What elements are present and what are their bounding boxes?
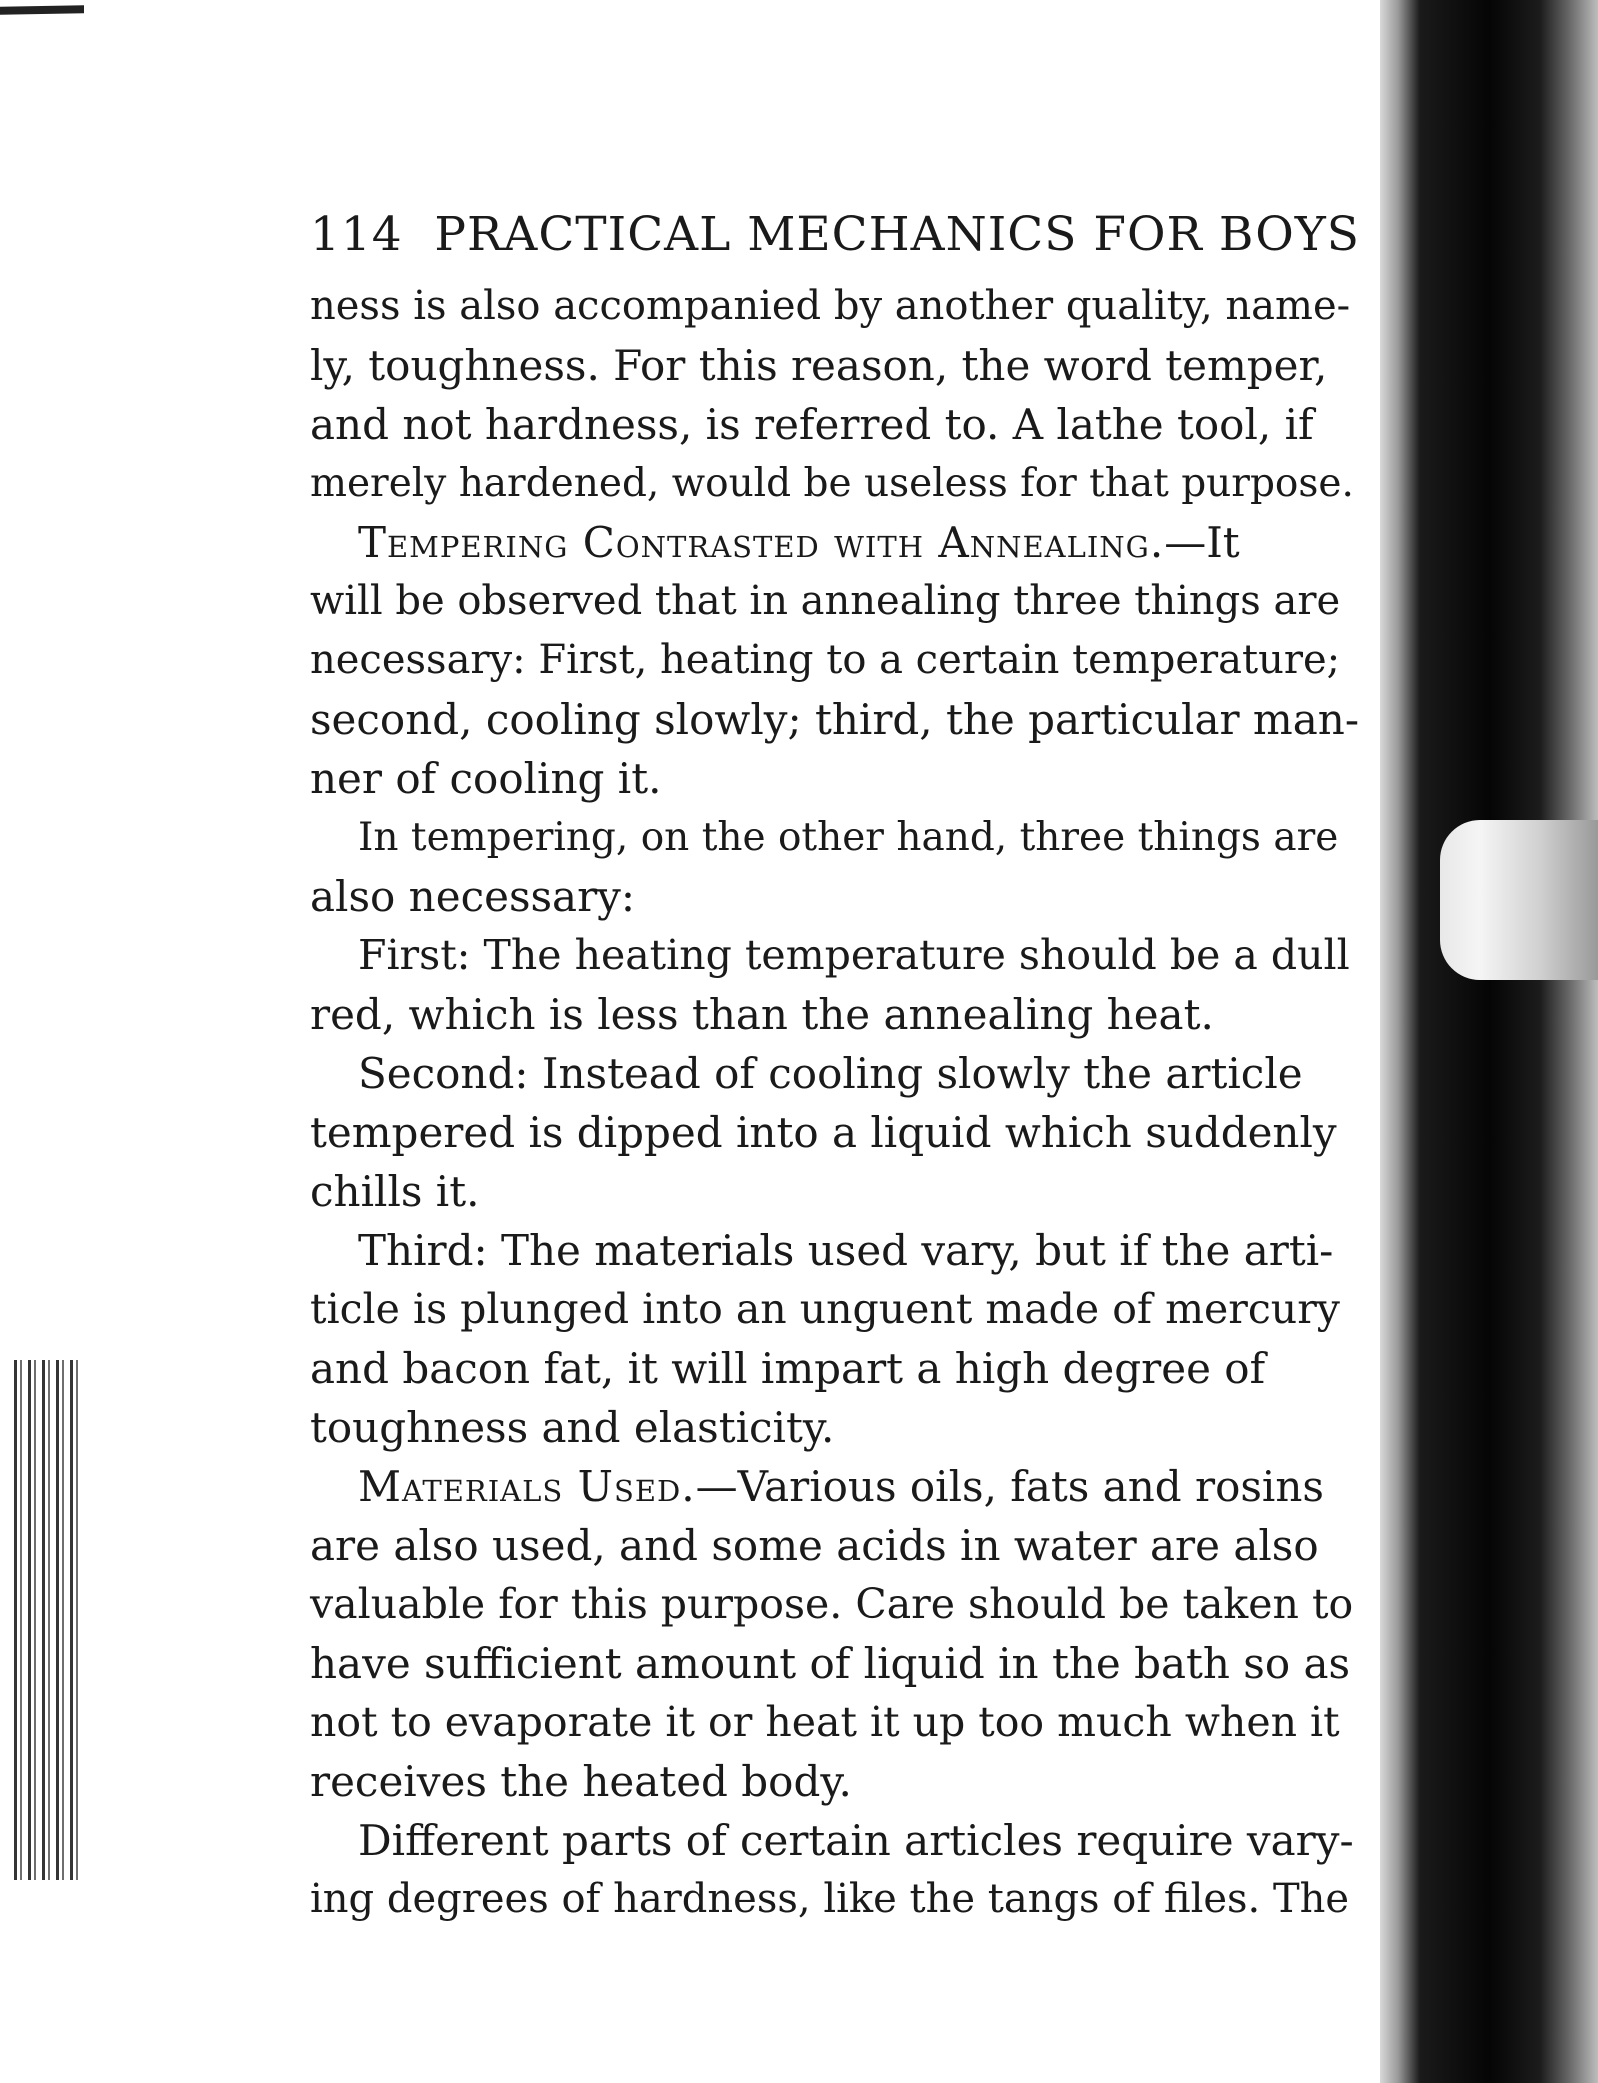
text-line: merely hardened, would be useless for that purpose. — [310, 461, 1354, 506]
paragraph — [310, 513, 1360, 808]
text-line: Materials Used.—Various oils, fats and rosins — [358, 1462, 1324, 1511]
text-line: valuable for this purpose. Care should be taken to — [310, 1580, 1354, 1628]
running-title: PRACTICAL MECHANICS FOR BOYS — [434, 207, 1360, 262]
text-line: Tempering Contrasted with Annealing.—It — [358, 518, 1240, 567]
text-line: and not hardness, is referred to. A lathe tool, if — [310, 400, 1314, 449]
section-heading: Materials Used. — [358, 1462, 696, 1511]
text-line: second, cooling slowly; third, the particular man- — [310, 695, 1360, 744]
paragraph — [310, 808, 1360, 926]
scan-corner-mark — [0, 5, 84, 14]
paragraph — [310, 1457, 1360, 1811]
scan-binding-gap — [1440, 820, 1598, 980]
paragraph — [310, 277, 1360, 513]
paragraph — [310, 1221, 1360, 1457]
text-line: First: The heating temperature should be a dull — [358, 931, 1350, 979]
text-line: In tempering, on the other hand, three things are — [358, 815, 1339, 860]
text-line: toughness and elasticity. — [310, 1403, 835, 1452]
running-header — [310, 205, 1360, 265]
text-line: red, which is less than the annealing heat. — [310, 990, 1214, 1039]
scan-binding-shadow — [1380, 0, 1598, 2083]
text-line: Third: The materials used vary, but if the arti- — [358, 1226, 1334, 1275]
text-line: have sufficient amount of liquid in the bath so as — [310, 1639, 1351, 1688]
text-line: also necessary: — [310, 872, 636, 921]
text-line: will be observed that in annealing three things are — [310, 578, 1341, 624]
text-line: receives the heated body. — [310, 1757, 852, 1806]
text-line: tempered is dipped into a liquid which suddenly — [310, 1108, 1337, 1157]
page-number: 114 — [310, 207, 403, 262]
text-line: chills it. — [310, 1167, 480, 1216]
text-line: ly, toughness. For this reason, the word temper, — [310, 341, 1328, 390]
text-line: ner of cooling it. — [310, 754, 662, 803]
text-line: and bacon fat, it will impart a high degree of — [310, 1344, 1266, 1393]
text-line: ticle is plunged into an unguent made of mercury — [310, 1285, 1340, 1333]
text-line: Second: Instead of cooling slowly the article — [358, 1049, 1303, 1098]
text-line: ness is also accompanied by another quality, name- — [310, 283, 1351, 329]
paragraph — [310, 1811, 1360, 1929]
text-line: are also used, and some acids in water are also — [310, 1521, 1319, 1570]
section-heading: Tempering Contrasted with Annealing. — [358, 518, 1165, 567]
paragraph — [310, 1044, 1360, 1221]
text-line: necessary: First, heating to a certain temperature; — [310, 637, 1341, 683]
text-line: not to evaporate it or heat it up too much when it — [310, 1698, 1340, 1746]
book-page — [310, 205, 1360, 1929]
text-line: ing degrees of hardness, like the tangs of files. The — [310, 1876, 1350, 1922]
scan-edge-noise — [14, 1360, 84, 1880]
text-line: Different parts of certain articles require vary- — [358, 1816, 1354, 1865]
paragraph — [310, 926, 1360, 1044]
